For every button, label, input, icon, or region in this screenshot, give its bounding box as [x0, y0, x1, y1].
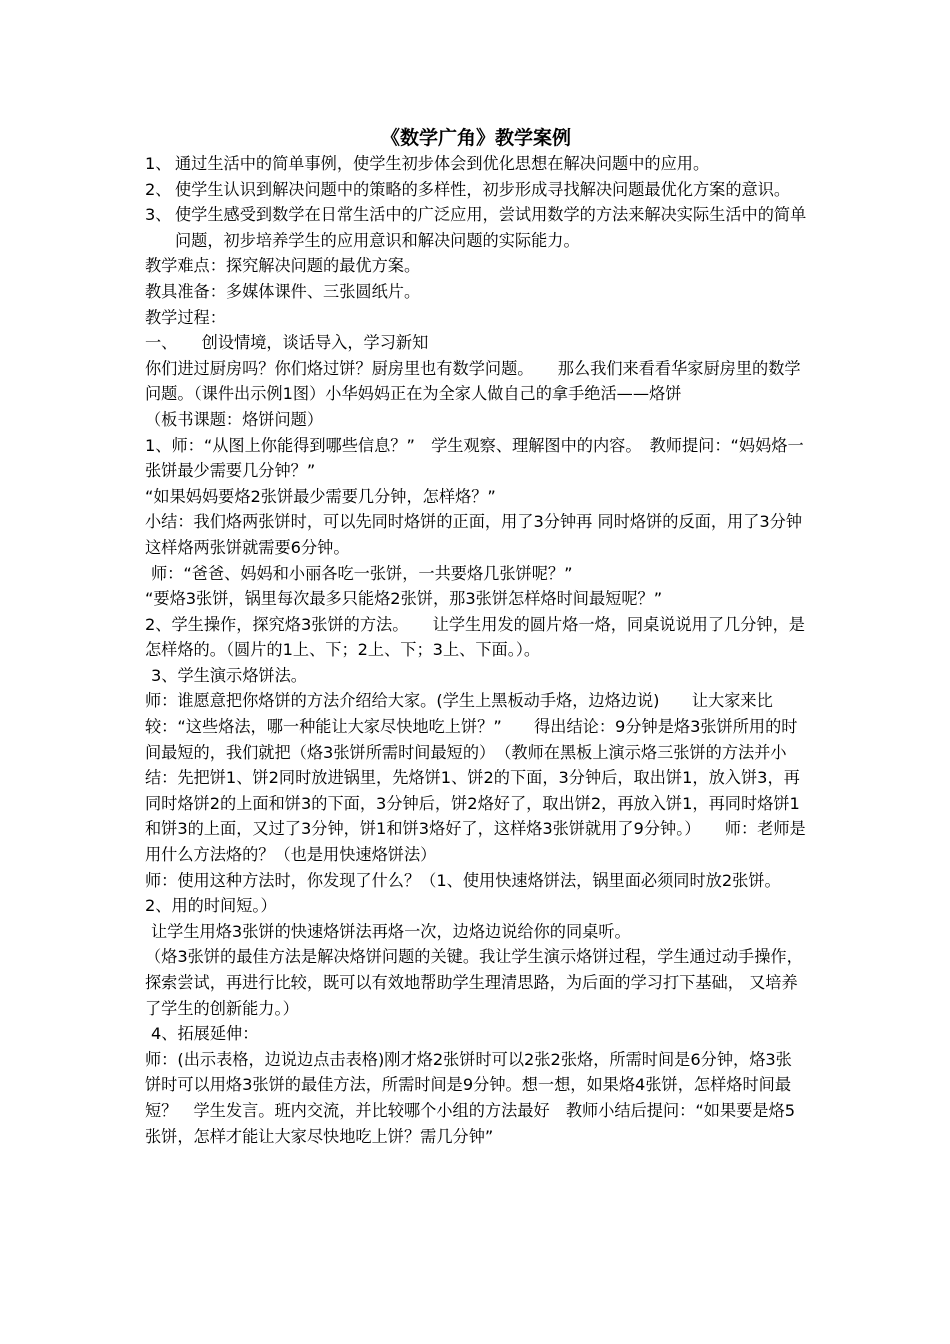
goal-item-2	[145, 177, 807, 203]
paragraph-question-2: “如果妈妈要烙2张饼最少需要几分钟，怎样烙？”	[145, 486, 496, 506]
teaching-aids: 教具准备：多媒体课件、三张圆纸片。	[145, 281, 421, 301]
document-title: 《数学广角》教学案例	[380, 127, 571, 149]
paragraph-step-3: 3、学生演示烙饼法。	[151, 665, 307, 685]
document-body	[145, 125, 807, 1149]
goal-item-1	[145, 151, 807, 177]
paragraph-reflection: （烙3张饼的最佳方法是解决烙饼问题的关键。我让学生演示烙饼过程，学生通过动手操作，探索尝试，再进行比较，既可以有效地帮助学生理清思路，为后面的学习打下基础， 又培养了学生的创新能力。）	[145, 947, 803, 1018]
paragraph-step-4: 4、拓展延伸：	[151, 1024, 259, 1044]
goal-number: 2、	[145, 179, 172, 199]
teaching-process-heading: 教学过程：	[145, 307, 226, 327]
paragraph-step-1: 1、师：“从图上你能得到哪些信息？” 学生观察、理解图中的内容。 教师提问：“妈妈烙一张饼最少需要几分钟？”	[145, 435, 804, 481]
paragraph-demo: 师：谁愿意把你烙饼的方法介绍给大家。(学生上黑板动手烙，边烙边说) 让大家来比较：“这些烙法，哪一种能让大家尽快地吃上饼？” 得出结论：9分钟是烙3张饼所用的时间最短的，我们就把（烙3张饼所需时间最短的） （教师在黑板上演示烙三张饼的方法并小结：先把饼1、饼2同时放进锅里，先烙饼1、饼2的下面，3分钟后，取出饼1，放入饼3，再同时烙饼2的上面和饼3的下面，3分钟后，饼2烙好了，取出饼2，再放入饼1，再同时烙饼1和饼3的上面，又过了3分钟，饼1和饼3烙好了，这样烙3张饼就用了9分钟。） 师：老师是用什么方法烙的？（也是用快速烙饼法）	[145, 691, 806, 865]
paragraph-discovery: 师：使用这种方法时，你发现了什么？（1、使用快速烙饼法，锅里面必须同时放2张饼。2、用的时间短。）	[145, 870, 781, 916]
paragraph-teacher-question: 师：“爸爸、妈妈和小丽各吃一张饼，一共要烙几张饼呢？”	[151, 563, 573, 583]
goal-text: 使学生认识到解决问题中的策略的多样性，初步形成寻找解决问题最优化方案的意识。	[175, 179, 791, 199]
goal-number: 1、	[145, 154, 172, 173]
paragraph-summary: 小结：我们烙两张饼时，可以先同时烙饼的正面，用了3分钟再 同时烙饼的反面，用了3分钟这样烙两张饼就需要6分钟。	[145, 512, 803, 557]
paragraph-board-title: （板书课题：烙饼问题）	[145, 409, 324, 429]
section-heading-1: 一、 创设情境，谈话导入，学习新知	[145, 333, 429, 353]
goal-number: 3、	[145, 205, 172, 225]
goal-text: 使学生感受到数学在日常生活中的广泛应用，尝试用数学的方法来解决实际生活中的简单问题，初步培养学生的应用意识和解决问题的实际能力。	[175, 205, 807, 250]
goal-item-3	[145, 202, 807, 253]
paragraph-extension: 师：(出示表格，边说边点击表格)刚才烙2张饼时可以2张2张烙，所需时间是6分钟，烙3张饼时可以用烙3张饼的最佳方法，所需时间是9分钟。想一想，如果烙4张饼，怎样烙时间最短？ 学生发言。班内交流，并比较哪个小组的方法最好 教师小结后提问：“如果要是烙5张饼，怎样才能让大家尽快地吃上饼？需几分钟”	[145, 1049, 795, 1146]
paragraph-question-3: “要烙3张饼，锅里每次最多只能烙2张饼，那3张饼怎样烙时间最短呢？”	[145, 589, 663, 609]
paragraph-step-2: 2、学生操作，探究烙3张饼的方法。 让学生用发的圆片烙一烙，同桌说说用了几分钟，是怎样烙的。（圆片的1上、下；2上、下；3上、下面。）。	[145, 614, 805, 660]
paragraph-practice: 让学生用烙3张饼的快速烙饼法再烙一次，边烙边说给你的同桌听。	[151, 921, 631, 941]
teaching-difficulty: 教学难点：探究解决问题的最优方案。	[145, 256, 421, 276]
goal-text: 通过生活中的简单事例，使学生初步体会到优化思想在解决问题中的应用。	[175, 154, 710, 173]
paragraph-intro: 你们进过厨房吗？你们烙过饼？厨房里也有数学问题。 那么我们来看看华家厨房里的数学问题。（课件出示例1图）小华妈妈正在为全家人做自己的拿手绝活——烙饼	[145, 358, 801, 404]
